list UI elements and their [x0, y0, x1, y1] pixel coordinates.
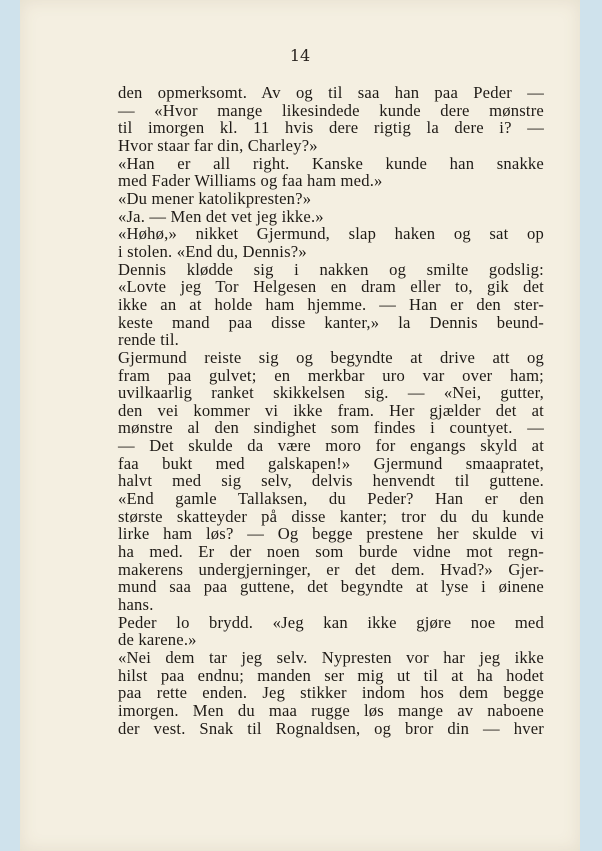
text-line: faa bukt med galskapen!» Gjermund smaapratet, [118, 453, 544, 473]
text-line: «Ja. — Men det vet jeg ikke.» [118, 206, 324, 226]
text-line: til imorgen kl. 11 hvis dere rigtig la dere i? — [118, 118, 544, 138]
text-line: halvt med sig selv, delvis henvendt til guttene. [118, 471, 544, 491]
text-line: uvilkaarlig ranket skikkelsen sig. — «Nei, gutter, [118, 383, 544, 403]
text-line: fram paa gulvet; en merkbar uro var over ham; [118, 365, 544, 385]
text-line: hilst paa endnu; manden ser mig ut til at ha hodet [118, 665, 544, 685]
text-line: keste mand paa disse kanter,» la Dennis beund- [118, 312, 544, 332]
text-line: — Det skulde da være moro for engangs skyld at [118, 436, 544, 456]
text-line: Gjermund reiste sig og begyndte at drive att og [118, 347, 544, 367]
text-line: den opmerksomt. Av og til saa han paa Peder — [118, 83, 544, 102]
text-line: ha med. Er der noen som burde vidne mot regn- [118, 542, 544, 562]
text-line: de karene.» [118, 630, 197, 650]
text-line: ikke an at holde ham hjemme. — Han er den ster- [118, 294, 544, 314]
text-line: der vest. Snak til Rognaldsen, og bror din — hver [118, 718, 544, 738]
text-line: «Lovte jeg Tor Helgesen en dram eller to, gik det [118, 277, 544, 297]
text-line: paa rette enden. Jeg stikker indom hos dem begge [118, 683, 544, 703]
text-line: Dennis kløddе sig i nakken og smilte godslig: [118, 259, 544, 279]
text-line: «Du mener katolikpresten?» [118, 188, 312, 208]
text-line: med Fader Williams og faa ham med.» [118, 171, 383, 191]
text-line: — «Hvor mange likesindede kunde dere mønstre [118, 100, 544, 120]
text-line: «Nei dem tar jeg selv. Nypresten vor har jeg ikke [118, 648, 544, 667]
text-line: rende til. [118, 330, 179, 350]
text-line: hans. [118, 595, 154, 615]
text-line: mønstre al den sindighet som findes i countyet. — [118, 418, 544, 438]
text-line: imorgen. Men du maa rugge løs mange av naboene [118, 700, 544, 720]
text-line: lirke ham løs? — Og begge prestene her skulde vi [118, 524, 544, 544]
text-line: mund saa paa guttene, det begyndte at lyse i øinene [118, 577, 544, 597]
text-line: i stolen. «End du, Dennis?» [118, 241, 307, 261]
text-line: «End gamle Tallaksen, du Peder? Han er den [118, 489, 544, 509]
page-number: 14 [289, 46, 311, 65]
body-text [118, 84, 544, 737]
text-line: Hvor staar far din, Charley?» [118, 135, 318, 155]
text-line: makerens undergjerninger, er det dem. Hvad?» Gjer- [118, 559, 544, 579]
text-line: største skatteyder på disse kanter; tror du du kunde [118, 506, 544, 526]
book-page [20, 0, 580, 851]
text-line: «Han er all right. Kanske kunde han snakke [118, 153, 544, 173]
text-line: den vei kommer vi ikke fram. Her gjælder det at [118, 400, 544, 420]
text-line: Peder lo brydd. «Jeg kan ikke gjøre noe med [118, 612, 544, 632]
text-line: «Høhø,» nikket Gjermund, slap haken og sat op [118, 224, 544, 244]
